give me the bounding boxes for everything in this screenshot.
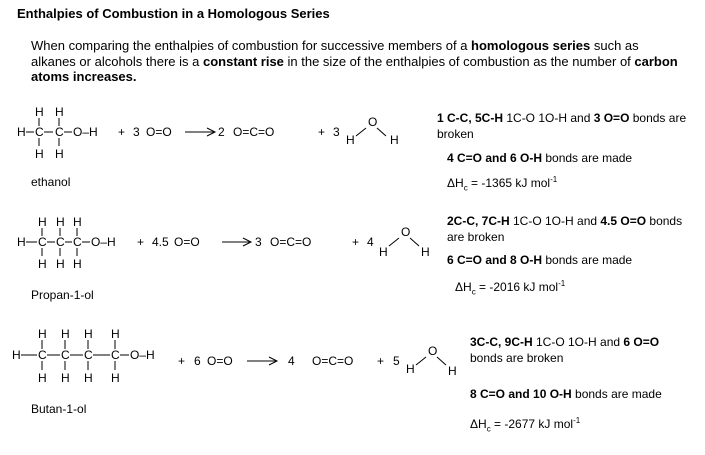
svg-text:5: 5	[393, 354, 400, 368]
svg-text:O=C=O: O=C=O	[233, 125, 275, 139]
svg-text:2: 2	[218, 125, 225, 139]
svg-text:H: H	[84, 371, 93, 385]
svg-text:C: C	[38, 235, 47, 249]
svg-text:O: O	[368, 115, 378, 129]
svg-text:C: C	[111, 348, 120, 362]
svg-text:C: C	[55, 125, 64, 139]
svg-text:H: H	[406, 362, 415, 376]
svg-text:H: H	[17, 235, 26, 249]
svg-text:+: +	[118, 125, 126, 139]
svg-text:+: +	[137, 235, 145, 249]
svg-text:O–H: O–H	[73, 125, 98, 139]
svg-text:H: H	[35, 105, 44, 119]
butanol-structure	[12, 327, 155, 385]
svg-text:O=O: O=O	[207, 354, 233, 368]
bonds-broken-propanol: 2C-C, 7C-H 1C-O 1O-H and 4.5 O=O bonds are broken	[447, 214, 683, 244]
svg-text:C: C	[61, 348, 70, 362]
svg-text:H: H	[35, 147, 44, 161]
svg-text:C: C	[56, 235, 65, 249]
svg-text:C: C	[38, 348, 47, 362]
svg-text:+: +	[352, 235, 360, 249]
reaction-arrow	[222, 238, 251, 246]
svg-text:H: H	[61, 371, 70, 385]
svg-text:4: 4	[367, 235, 374, 249]
svg-text:O–H: O–H	[130, 348, 155, 362]
svg-text:H: H	[17, 125, 26, 139]
svg-text:+: +	[318, 125, 326, 139]
svg-text:H: H	[73, 215, 82, 229]
ethanol-structure	[17, 105, 98, 161]
compound-name-ethanol: ethanol	[31, 175, 71, 189]
water-molecule	[406, 344, 457, 378]
svg-text:H: H	[38, 215, 47, 229]
svg-text:H: H	[38, 371, 47, 385]
bonds-broken-butanol: 3C-C, 9C-H 1C-O 1O-H and 6 O=O bonds are broken	[470, 335, 660, 365]
svg-text:H: H	[61, 327, 70, 341]
bonds-made-butanol: 8 C=O and 10 O-H bonds are made	[470, 387, 662, 401]
svg-text:O–H: O–H	[91, 235, 116, 249]
svg-text:O=C=O: O=C=O	[312, 354, 354, 368]
reaction-arrow	[185, 128, 215, 136]
svg-text:H: H	[111, 371, 120, 385]
water-molecule	[379, 225, 430, 259]
svg-text:C: C	[35, 125, 44, 139]
svg-text:H: H	[111, 327, 120, 341]
bonds-made-propanol: 6 C=O and 8 O-H bonds are made	[447, 253, 633, 267]
svg-text:3: 3	[133, 125, 140, 139]
svg-text:O: O	[428, 344, 438, 358]
svg-text:H: H	[38, 257, 47, 271]
svg-text:H: H	[55, 105, 64, 119]
svg-text:4: 4	[288, 354, 295, 368]
bonds-made-ethanol: 4 C=O and 6 O-H bonds are made	[447, 151, 633, 165]
page-title: Enthalpies of Combustion in a Homologous Series	[17, 6, 330, 21]
compound-name-propanol: Propan-1-ol	[31, 288, 94, 302]
svg-text:3: 3	[333, 125, 340, 139]
svg-text:H: H	[390, 133, 399, 147]
svg-text:+: +	[377, 354, 385, 368]
svg-text:+: +	[178, 354, 186, 368]
svg-text:O=O: O=O	[146, 125, 172, 139]
enthalpy-ethanol: $\Delta H_c = -1365$ kJ mol$^{-1}$	[447, 175, 558, 193]
svg-text:4.5: 4.5	[152, 235, 169, 249]
svg-text:C: C	[73, 235, 82, 249]
intro-paragraph: When comparing the enthalpies of combustion for successive members of a homologous series such as alkanes or alcohols there is a constant rise in the size of the enthalpies of combustion as the number of carbon atoms increases.	[31, 38, 678, 84]
compound-name-butanol: Butan-1-ol	[31, 402, 87, 416]
svg-text:H: H	[421, 245, 430, 259]
svg-text:6: 6	[194, 354, 201, 368]
svg-text:H: H	[56, 215, 65, 229]
svg-text:3: 3	[255, 235, 262, 249]
bonds-broken-ethanol: 1 C-C, 5C-H 1C-O 1O-H and 3 O=O bonds are broken	[437, 111, 687, 141]
svg-text:H: H	[56, 257, 65, 271]
svg-text:C: C	[84, 348, 93, 362]
svg-text:O=O: O=O	[174, 235, 200, 249]
enthalpy-propanol: $\Delta H_c = -2016$ kJ mol$^{-1}$	[455, 279, 566, 297]
svg-text:O=C=O: O=C=O	[270, 235, 312, 249]
svg-text:H: H	[379, 245, 388, 259]
svg-text:H: H	[346, 133, 355, 147]
enthalpy-butanol: $\Delta H_c = -2677$ kJ mol$^{-1}$	[470, 416, 581, 434]
svg-text:O: O	[401, 225, 411, 239]
svg-text:H: H	[73, 257, 82, 271]
svg-text:H: H	[12, 348, 21, 362]
water-molecule	[346, 115, 399, 147]
reaction-arrow	[247, 357, 277, 365]
svg-text:H: H	[38, 327, 47, 341]
svg-text:H: H	[448, 364, 457, 378]
propanol-structure	[17, 215, 116, 271]
svg-text:H: H	[55, 147, 64, 161]
svg-text:H: H	[84, 327, 93, 341]
